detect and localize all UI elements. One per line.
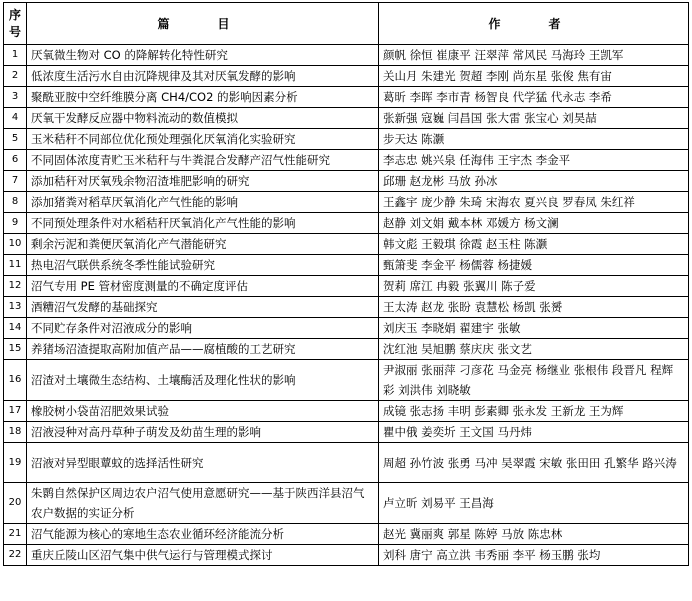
table-row (4, 483, 689, 524)
row-title: 不同预处理条件对水稻秸秆厌氧消化产气性能的影响 (27, 213, 379, 234)
table-row (4, 401, 689, 422)
table-row (4, 171, 689, 192)
row-number: 15 (4, 339, 27, 360)
row-authors: 韩文彪 王毅琪 徐霞 赵玉柱 陈灏 (379, 234, 689, 255)
table-row (4, 524, 689, 545)
row-authors: 尹淑丽 张丽萍 刁彦花 马金亮 杨继业 张根伟 段晋凡 程辉彩 刘洪伟 刘晓敏 (379, 360, 689, 401)
row-title: 重庆丘陵山区沼气集中供气运行与管理模式探讨 (27, 545, 379, 566)
row-title: 朱鹮自然保护区周边农户沼气使用意愿研究——基于陕西洋县沼气农户数据的实证分析 (27, 483, 379, 524)
row-authors: 关山月 朱建光 贺超 李刚 尚东星 张俊 焦有宙 (379, 66, 689, 87)
row-title: 添加秸秆对厌氧残余物沼渣堆肥影响的研究 (27, 171, 379, 192)
table-row (4, 276, 689, 297)
table-row (4, 443, 689, 483)
row-authors: 甄箫斐 李金平 杨儒蓉 杨捷媛 (379, 255, 689, 276)
row-authors: 王太涛 赵龙 张盼 袁慧松 杨凯 张赟 (379, 297, 689, 318)
row-title: 厌氧干发酵反应器中物料流动的数值模拟 (27, 108, 379, 129)
row-number: 19 (4, 443, 27, 483)
row-authors: 李志忠 姚兴泉 任海伟 王宇杰 李金平 (379, 150, 689, 171)
row-number: 10 (4, 234, 27, 255)
row-authors: 步天达 陈灏 (379, 129, 689, 150)
row-authors: 刘庆玉 李晓娟 翟建宇 张敏 (379, 318, 689, 339)
row-title: 酒糟沼气发酵的基础探究 (27, 297, 379, 318)
row-number: 20 (4, 483, 27, 524)
row-number: 3 (4, 87, 27, 108)
table-row (4, 422, 689, 443)
table-row (4, 129, 689, 150)
header-authors: 作 者 (379, 3, 689, 45)
row-number: 9 (4, 213, 27, 234)
row-title: 不同固体浓度青贮玉米秸秆与牛粪混合发酵产沼气性能研究 (27, 150, 379, 171)
row-number: 11 (4, 255, 27, 276)
row-authors: 颜帆 徐恒 崔康平 汪翠萍 常风民 马海玲 王凯军 (379, 45, 689, 66)
row-number: 17 (4, 401, 27, 422)
row-number: 22 (4, 545, 27, 566)
table-row (4, 318, 689, 339)
table-row (4, 66, 689, 87)
row-number: 4 (4, 108, 27, 129)
row-number: 21 (4, 524, 27, 545)
row-title: 橡胶树小袋苗沼肥效果试验 (27, 401, 379, 422)
header-title: 篇 目 (27, 3, 379, 45)
row-title: 沼液浸种对高丹草种子萌发及幼苗生理的影响 (27, 422, 379, 443)
row-title: 沼渣对土壤微生态结构、土壤酶活及理化性状的影响 (27, 360, 379, 401)
row-authors: 赵光 冀丽爽 郭星 陈婷 马放 陈忠林 (379, 524, 689, 545)
row-number: 2 (4, 66, 27, 87)
row-title: 剩余污泥和粪便厌氧消化产气潜能研究 (27, 234, 379, 255)
row-number: 6 (4, 150, 27, 171)
table-row (4, 360, 689, 401)
table-row (4, 339, 689, 360)
row-title: 沼气专用 PE 管材密度测量的不确定度评估 (27, 276, 379, 297)
article-list-table (3, 2, 689, 566)
row-title: 热电沼气联供系统冬季性能试验研究 (27, 255, 379, 276)
table-row (4, 87, 689, 108)
row-number: 16 (4, 360, 27, 401)
row-title: 添加猪粪对稻草厌氧消化产气性能的影响 (27, 192, 379, 213)
row-authors: 邱珊 赵龙彬 马放 孙冰 (379, 171, 689, 192)
table-row (4, 213, 689, 234)
row-authors: 成镜 张志扬 丰明 彭素卿 张永发 王新龙 王为辉 (379, 401, 689, 422)
table-row (4, 545, 689, 566)
row-authors: 葛昕 李晖 李市青 杨智良 代学猛 代永志 李希 (379, 87, 689, 108)
row-number: 5 (4, 129, 27, 150)
row-number: 18 (4, 422, 27, 443)
table-header-row (4, 3, 689, 45)
table-body (4, 45, 689, 566)
row-number: 1 (4, 45, 27, 66)
row-number: 7 (4, 171, 27, 192)
row-title: 聚酰亚胺中空纤维膜分离 CH4/CO2 的影响因素分析 (27, 87, 379, 108)
table-row (4, 297, 689, 318)
row-number: 8 (4, 192, 27, 213)
row-authors: 瞿中俄 姜奕圻 王文国 马丹炜 (379, 422, 689, 443)
row-authors: 赵静 刘文娟 戴本林 邓媛方 杨文澜 (379, 213, 689, 234)
row-number: 13 (4, 297, 27, 318)
row-authors: 周超 孙竹波 张勇 马冲 吴翠霞 宋敏 张田田 孔繁华 路兴涛 (379, 443, 689, 483)
row-number: 12 (4, 276, 27, 297)
row-authors: 贺莉 席江 冉毅 张翼川 陈子爱 (379, 276, 689, 297)
table-row (4, 108, 689, 129)
row-title: 沼气能源为核心的寒地生态农业循环经济能流分析 (27, 524, 379, 545)
table-row (4, 45, 689, 66)
table-row (4, 150, 689, 171)
row-title: 沼液对异型眼蕈蚊的选择活性研究 (27, 443, 379, 483)
row-title: 低浓度生活污水自由沉降规律及其对厌氧发酵的影响 (27, 66, 379, 87)
header-number: 序号 (4, 3, 27, 45)
row-title: 玉米秸秆不同部位优化预处理强化厌氧消化实验研究 (27, 129, 379, 150)
row-number: 14 (4, 318, 27, 339)
table-row (4, 234, 689, 255)
row-authors: 王鑫宇 庞少静 朱琦 宋海农 夏兴良 罗春凤 朱红祥 (379, 192, 689, 213)
row-title: 养猪场沼渣提取高附加值产品——腐植酸的工艺研究 (27, 339, 379, 360)
table-row (4, 192, 689, 213)
row-authors: 卢立昕 刘易平 王昌海 (379, 483, 689, 524)
row-title: 厌氧微生物对 CO 的降解转化特性研究 (27, 45, 379, 66)
row-title: 不同贮存条件对沼液成分的影响 (27, 318, 379, 339)
row-authors: 刘科 唐宁 高立洪 韦秀丽 李平 杨玉鹏 张均 (379, 545, 689, 566)
row-authors: 沈红池 吴旭鹏 蔡庆庆 张文艺 (379, 339, 689, 360)
table-row (4, 255, 689, 276)
row-authors: 张新强 寇巍 闫昌国 张大雷 张宝心 刘昊喆 (379, 108, 689, 129)
